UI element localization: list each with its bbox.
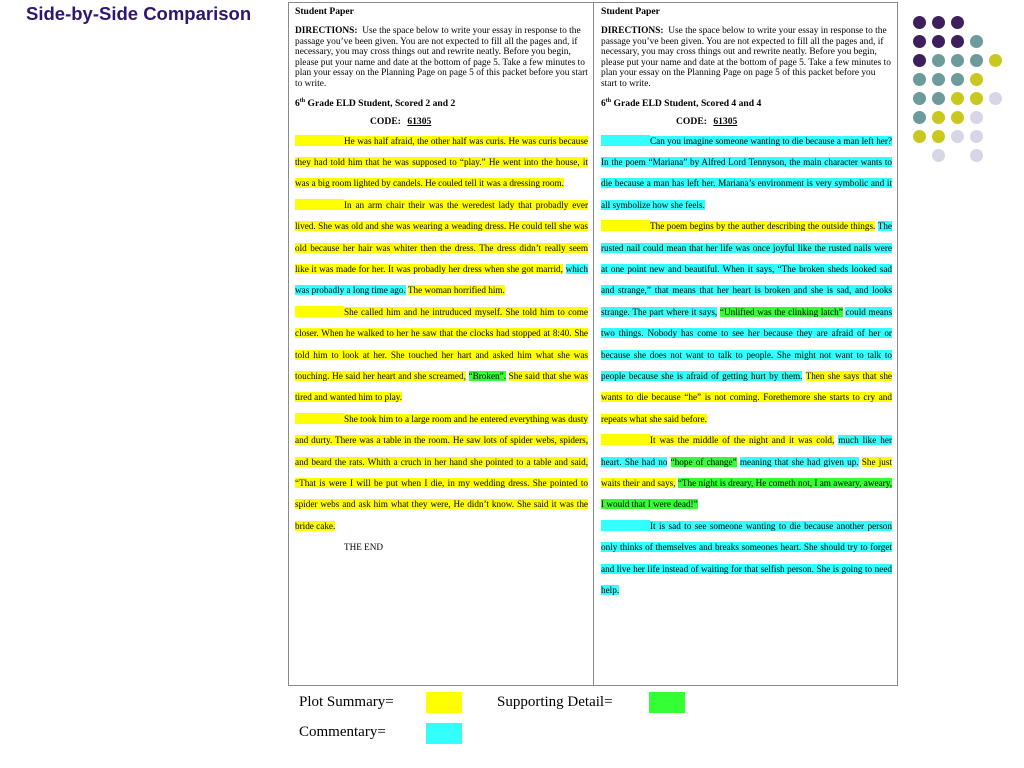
paper-code <box>295 116 588 127</box>
decorative-dot <box>913 111 926 124</box>
supporting-detail-highlight: “The night is dreary, He cometh not, I am aweary, aweary, I would that I were dead!” <box>601 478 892 510</box>
the-end: THE END <box>344 542 384 553</box>
grade-number: 6 <box>295 97 300 109</box>
decorative-dot <box>932 54 945 67</box>
decorative-dot <box>913 35 926 48</box>
decorative-dot <box>913 130 926 143</box>
plot-summary-highlight: She just waits their and says, <box>601 456 893 489</box>
plot-summary-highlight: The poem begins by the auther describing the outside things. <box>601 221 875 231</box>
decorative-dot <box>970 149 983 162</box>
grade-suffix: th <box>605 97 612 104</box>
decorative-dot <box>913 73 926 86</box>
essay-paragraph <box>295 195 588 302</box>
plot-summary-highlight: He was half afraid, the other half was curis. He was curis because they had told him that he was supposed to “play.” He went into the house, it was a big room lighted by candels. He couled tell it was a dressing room. <box>295 135 588 189</box>
plot-summary-highlight: She called him and he intruduced myself. She told him to come closer. When he walked to her he saw that the clocks had stopped at 8:40. She told him to look at her. She touched her hart and asked him what she was touching. He said her heart and she screamed, <box>295 306 588 382</box>
commentary-highlight: The rusted nail could mean that her life was once joyful like the rusted nails were at one point new and beautiful. When it says, “The broken sheds looked sad and strange,” that means that her heart is broken and she is sad, and looks strange. The part where it says, <box>601 221 892 317</box>
plot-summary-highlight: The woman horrified him. <box>407 285 505 296</box>
essay-text <box>295 131 588 559</box>
code-label: CODE: <box>676 115 707 127</box>
code-value: 61305 <box>407 115 432 127</box>
essay-paragraph <box>295 302 588 409</box>
commentary-highlight: It is sad to see someone wanting to die because another person only thinks of themselves and breaks someones heart. She should try to forget and live her life instead of waiting for that selfish person. She is going to need help. <box>601 520 892 596</box>
essay-paragraph <box>601 516 892 602</box>
decorative-dot <box>932 73 945 86</box>
plot-summary-highlight: She took him to a large room and he entered everything was dusty and durty. There was a table in the room. He saw lots of spider webs, spiders, and beard the rats. Whith a cruch in her hand she pointed to a table and said, “That is were I will be put when I die, in my wedding dress. She pointed to spider webs and ask him what they were, He didn’t know. She said it was the bride cake. <box>295 413 588 531</box>
decorative-dot <box>932 130 945 143</box>
decorative-dot <box>951 16 964 29</box>
commentary-highlight: which was probadly a long time ago. <box>295 264 589 296</box>
legend-plot-summary-label: Plot Summary= <box>299 694 394 710</box>
decorative-dot <box>970 35 983 48</box>
decorative-dot <box>970 130 983 143</box>
commentary-highlight: Can you imagine someone wanting to die because a man left her? In the poem “Mariana” by Alfred Lord Tennyson, the main character wants to die because a man has left her. Mariana’s environment is very symbolic and it all symbolize how she feels. <box>601 135 892 210</box>
plot-summary-highlight: Then she says that she wants to die because “he” is not coming. Forethemore she starts to cry and repeats what she said before. <box>601 371 892 424</box>
directions-text: Use the space below to write your essay in response to the passage you’ve been given. You are not expected to fill all the pages and, if necessary, you may cross things out and rewrite neatly. Before you begin, please put your name and date at the bottom of page 5. Take a few minutes to plan your essay on the Planning Page on page 5 of this packet before you start to write. <box>601 26 891 89</box>
student-papers-frame <box>288 2 898 686</box>
legend-commentary-swatch <box>426 723 462 744</box>
paper-right <box>601 3 892 602</box>
decorative-dot <box>951 54 964 67</box>
column-divider <box>593 3 594 685</box>
grade-text: Grade ELD Student, Scored 4 and 4 <box>613 97 762 109</box>
decorative-dot <box>932 35 945 48</box>
supporting-detail-highlight: “Broken”. <box>468 371 506 382</box>
decorative-dot <box>970 92 983 105</box>
directions-label: DIRECTIONS: <box>295 26 358 36</box>
plot-summary-highlight: It was the middle of the night and it was cold, <box>601 435 834 445</box>
legend-commentary-label: Commentary= <box>299 724 386 740</box>
essay-paragraph <box>601 430 892 516</box>
supporting-detail-highlight: “Unlifted was the clinking latch” <box>719 306 843 317</box>
paper-directions <box>601 26 892 90</box>
supporting-detail-highlight: “hope of change” <box>670 456 737 467</box>
paper-heading: Student Paper <box>295 6 354 17</box>
plot-summary-highlight: She said that she was tired and wanted him to play. <box>295 371 588 403</box>
directions-label: DIRECTIONS: <box>601 26 664 36</box>
decorative-dot <box>951 73 964 86</box>
essay-paragraph <box>295 131 588 195</box>
decorative-dot <box>970 54 983 67</box>
decorative-dot <box>951 35 964 48</box>
decorative-dot <box>932 149 945 162</box>
essay-paragraph <box>601 131 892 217</box>
decorative-dot <box>970 73 983 86</box>
decorative-dot <box>913 54 926 67</box>
legend-supporting-detail-label: Supporting Detail= <box>497 694 613 710</box>
legend-supporting-detail-swatch <box>649 692 685 713</box>
student-grade <box>601 98 892 109</box>
grade-suffix: th <box>299 97 306 104</box>
essay-paragraph <box>295 409 588 537</box>
decorative-dot <box>932 92 945 105</box>
student-grade <box>295 98 588 109</box>
decorative-dot <box>951 130 964 143</box>
paper-directions <box>295 26 588 90</box>
commentary-highlight: much like her heart. She had no <box>601 435 892 467</box>
decorative-dot <box>913 16 926 29</box>
decorative-dot <box>932 16 945 29</box>
commentary-highlight: meaning that she had given up. <box>739 456 859 467</box>
commentary-highlight: could means two things. Nobody has come to see her because they are afraid of her or because she does not want to talk to people. She might not want to talk to people because she is afraid of getting hurt by them. <box>601 306 893 382</box>
paper-heading: Student Paper <box>601 6 660 17</box>
code-label: CODE: <box>370 115 401 127</box>
essay-paragraph <box>601 216 892 430</box>
plot-summary-highlight: In an arm chair their was the weredest lady that probadly ever lived. She was old and she was wearing a weading dress. He could tell she was old because her hair was whiter then the dress. The dress didn’t really seem like it was made for her. It was probadly her dress when she got marrid, <box>295 199 588 274</box>
decorative-dot <box>913 92 926 105</box>
slide-title: Side-by-Side Comparison <box>26 3 252 24</box>
decorative-dot <box>970 111 983 124</box>
paper-left <box>295 3 588 559</box>
decorative-dot <box>951 111 964 124</box>
decorative-dot <box>989 54 1002 67</box>
legend-plot-summary-swatch <box>426 692 462 713</box>
grade-number: 6 <box>601 97 606 109</box>
decorative-dot <box>951 92 964 105</box>
essay-text <box>601 131 892 602</box>
directions-text: Use the space below to write your essay in response to the passage you’ve been given. You are not expected to fill all the pages and, if necessary, you may cross things out and rewrite neatly. Before you begin, please put your name and date at the bottom of page 5. Take a few minutes to plan your essay on the Planning Page on page 5 of this packet before you start to write. <box>295 26 588 89</box>
decorative-dot <box>989 92 1002 105</box>
code-value: 61305 <box>713 115 738 127</box>
decorative-dot <box>932 111 945 124</box>
grade-text: Grade ELD Student, Scored 2 and 2 <box>307 97 456 109</box>
paper-code <box>601 116 892 127</box>
